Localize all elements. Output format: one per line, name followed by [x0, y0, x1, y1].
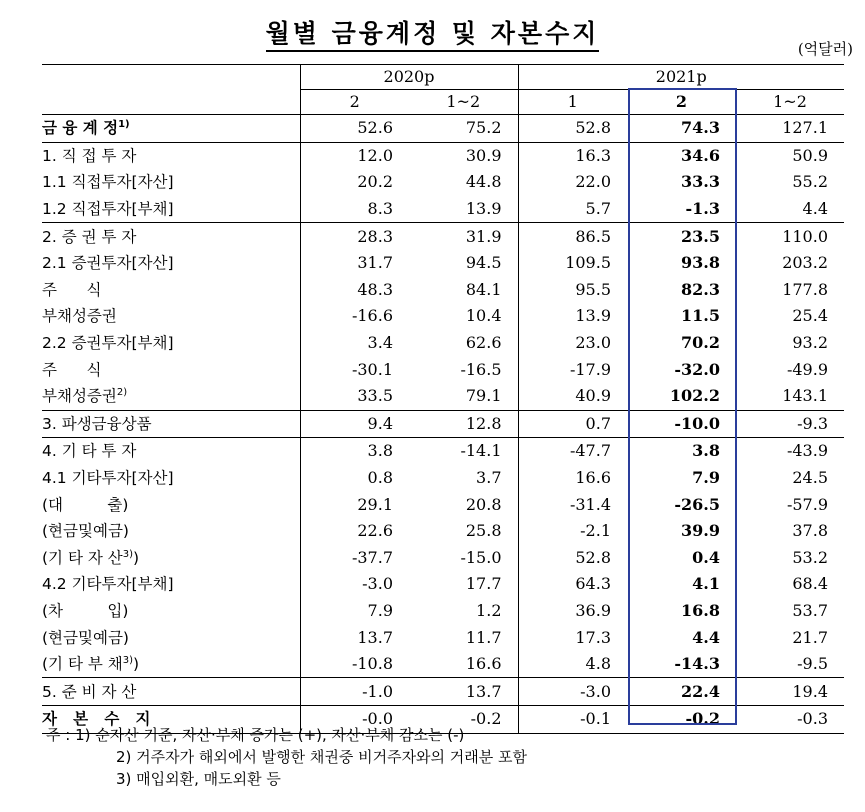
row-label-text: (기 타 부 채 [42, 655, 123, 674]
row-label-text: 4.2 기타투자[부채] [42, 575, 174, 594]
table-cell: 22.6 [357, 521, 393, 541]
table-cell: 4.4 [692, 627, 720, 647]
table-cell: 12.0 [300, 142, 409, 169]
table-row [42, 383, 844, 410]
table-cell: 70.2 [681, 333, 720, 353]
row-label-text: 부채성증권 [42, 307, 117, 326]
table-cell: 13.7 [409, 678, 518, 706]
table-cell: -0.0 [300, 706, 409, 734]
footnote-marker: 2) [116, 387, 128, 399]
table-cell: 3.8 [627, 438, 736, 465]
table-cell: 30.9 [409, 142, 518, 169]
row-label-text: 1.1 직접투자[자산] [42, 173, 174, 192]
table-cell: 21.7 [792, 627, 828, 647]
row-label [42, 598, 300, 625]
table-cell: 16.6 [575, 468, 611, 488]
table-row [42, 142, 844, 169]
table-cell: -10.8 [351, 654, 393, 674]
table-cell: 50.9 [736, 142, 844, 169]
row-label [42, 330, 300, 357]
table-cell: 23.0 [575, 333, 611, 353]
table-cell: 3.7 [409, 465, 518, 492]
table-cell: 8.3 [367, 199, 393, 219]
table-row [42, 196, 844, 223]
row-label-suffix: ) [133, 548, 140, 567]
table-cell: -1.0 [300, 678, 409, 706]
table-cell: -3.0 [362, 574, 393, 594]
page-title [0, 14, 865, 50]
table-cell: 74.3 [681, 118, 720, 138]
table-cell: 84.1 [409, 277, 518, 304]
row-label [42, 250, 300, 277]
table-cell: 203.2 [782, 253, 828, 273]
table-cell: -0.1 [518, 706, 627, 734]
header-month-highlight: 2 [627, 90, 736, 115]
row-label-text: 2.2 증권투자[부채] [42, 334, 174, 353]
table-cell: 109.5 [565, 253, 611, 273]
table-cell: 0.7 [518, 410, 627, 438]
row-label-text: 4.1 기타투자[자산] [42, 469, 174, 488]
table-cell: 22.4 [627, 678, 736, 706]
table-cell: -1.3 [685, 199, 720, 219]
row-label [42, 169, 300, 196]
table-cell: 5.7 [585, 199, 611, 219]
table-row [42, 169, 844, 196]
table-row [42, 651, 844, 678]
table-row [42, 465, 844, 492]
table-row [42, 624, 844, 651]
table-cell: 16.3 [518, 142, 627, 169]
table-cell: 9.4 [300, 410, 409, 438]
header-corner [42, 65, 300, 115]
table-row [42, 571, 844, 598]
table-row [42, 491, 844, 518]
table-cell: 10.4 [409, 303, 518, 330]
table-cell: 7.9 [692, 468, 720, 488]
table-cell: 143.1 [782, 386, 828, 406]
table-row [42, 303, 844, 330]
table-cell: 22.0 [575, 172, 611, 192]
row-label [42, 491, 300, 518]
table-cell: 17.7 [409, 571, 518, 598]
table-cell: 1.2 [409, 598, 518, 625]
header-month: 2 [300, 90, 409, 115]
header-month: 1~2 [409, 90, 518, 115]
table-cell: -0.2 [627, 706, 736, 734]
financial-account-table [42, 64, 844, 734]
table-cell: 25.8 [409, 518, 518, 545]
table-cell: 36.9 [575, 600, 611, 620]
table-row [42, 250, 844, 277]
table-cell: -14.1 [409, 438, 518, 465]
row-label-text: 주 식 [42, 360, 102, 379]
table-cell: 102.2 [669, 386, 720, 406]
table-cell: 4.8 [585, 654, 611, 674]
table-cell: -10.0 [627, 410, 736, 438]
row-label [42, 651, 300, 678]
table-cell: 12.8 [409, 410, 518, 438]
table-cell: -47.7 [518, 438, 627, 465]
table-cell: 110.0 [736, 223, 844, 250]
table-cell: 34.6 [627, 142, 736, 169]
table-cell: 4.4 [802, 199, 828, 219]
row-label-text: (기 타 자 산 [42, 548, 123, 567]
table-cell: 20.2 [357, 172, 393, 192]
table-cell: 93.8 [681, 253, 720, 273]
row-label [42, 678, 300, 706]
row-label [42, 356, 300, 383]
table-cell: -14.3 [674, 654, 720, 674]
row-label [42, 383, 300, 410]
table-cell: 64.3 [575, 574, 611, 594]
row-label-text: 금 융 계 정 [42, 119, 119, 138]
table-cell: -2.1 [580, 521, 611, 541]
header-year-2021: 2021p [518, 65, 844, 90]
table-cell: 127.1 [782, 118, 828, 138]
table-cell: 94.5 [409, 250, 518, 277]
row-label-text: 3. 파생금융상품 [42, 414, 152, 433]
table-cell: 37.8 [792, 521, 828, 541]
table-row [42, 518, 844, 545]
row-label [42, 410, 300, 438]
table-cell: 3.4 [367, 333, 393, 353]
row-label [42, 142, 300, 169]
table-cell: 95.5 [575, 279, 611, 299]
header-month: 1~2 [736, 90, 844, 115]
table-cell: -32.0 [674, 359, 720, 379]
row-label-text: 2.1 증권투자[자산] [42, 254, 174, 273]
table-cell: 68.4 [792, 574, 828, 594]
table-row [42, 115, 844, 143]
table-cell: 23.5 [627, 223, 736, 250]
table-cell: 177.8 [782, 279, 828, 299]
table-cell: 33.3 [681, 172, 720, 192]
table-cell: 0.4 [692, 547, 720, 567]
table-cell: -31.4 [569, 494, 611, 514]
header-month: 1 [518, 90, 627, 115]
table-row [42, 410, 844, 438]
table-cell: 16.6 [409, 651, 518, 678]
table-row [42, 438, 844, 465]
table-cell: -0.2 [409, 706, 518, 734]
table-cell: -30.1 [351, 359, 393, 379]
table-cell: 48.3 [357, 279, 393, 299]
row-label-text: 2. 증 권 투 자 [42, 227, 137, 246]
row-label-text: 5. 준 비 자 산 [42, 682, 137, 701]
table-cell: -3.0 [518, 678, 627, 706]
table-cell: -49.9 [786, 359, 828, 379]
table-cell: -17.9 [569, 359, 611, 379]
table-row [42, 545, 844, 572]
table-cell: 20.8 [409, 491, 518, 518]
table-cell: -15.0 [409, 545, 518, 572]
table-cell: 7.9 [367, 600, 393, 620]
row-label [42, 465, 300, 492]
table-row [42, 356, 844, 383]
table-cell: 13.7 [357, 627, 393, 647]
table-row [42, 598, 844, 625]
header-year-2020: 2020p [300, 65, 518, 90]
table-cell: 52.8 [575, 547, 611, 567]
table-cell: -43.9 [736, 438, 844, 465]
footnote-marker: 3) [122, 548, 133, 560]
table-cell: 25.4 [792, 306, 828, 326]
table-row [42, 277, 844, 304]
header-row-year [42, 65, 844, 90]
table-cell: 52.8 [575, 118, 611, 138]
table-cell: 53.7 [792, 600, 828, 620]
footnote-3: 3) 매입외환, 매도외환 등 [116, 770, 281, 788]
table-cell: 40.9 [575, 386, 611, 406]
footnote-marker: 1) [118, 119, 130, 131]
table-cell: 29.1 [357, 494, 393, 514]
table-cell: 93.2 [792, 333, 828, 353]
table-cell: 0.8 [367, 468, 393, 488]
table-row [42, 678, 844, 706]
table-cell: 55.2 [792, 172, 828, 192]
row-label [42, 196, 300, 223]
footnote-2: 2) 거주자가 해외에서 발행한 채권중 비거주자와의 거래분 포함 [116, 748, 528, 766]
row-label-text: 주 식 [42, 280, 102, 299]
table-cell: -9.3 [736, 410, 844, 438]
table-cell: 62.6 [409, 330, 518, 357]
table-cell: -9.5 [797, 654, 828, 674]
row-label [42, 223, 300, 250]
table-cell: 11.7 [409, 624, 518, 651]
table-cell: 53.2 [792, 547, 828, 567]
table-cell: 52.6 [357, 118, 393, 138]
row-label [42, 303, 300, 330]
row-label-text: 자 본 수 지 [42, 710, 151, 729]
table-row [42, 223, 844, 250]
table-cell: -26.5 [674, 494, 720, 514]
table-row [42, 330, 844, 357]
row-label-text: 4. 기 타 투 자 [42, 442, 137, 461]
table-cell: 24.5 [792, 468, 828, 488]
table-cell: 33.5 [357, 386, 393, 406]
table-cell: 86.5 [518, 223, 627, 250]
row-label [42, 277, 300, 304]
table-cell: 31.7 [357, 253, 393, 273]
footnote-marker: 3) [122, 655, 133, 667]
row-label-text: 부채성증권 [42, 387, 117, 406]
table-cell: 28.3 [300, 223, 409, 250]
row-label-text: 1. 직 접 투 자 [42, 146, 137, 165]
unit-label: (억달러) [797, 40, 853, 58]
table-cell: 11.5 [681, 306, 720, 326]
row-label-suffix: ) [133, 655, 140, 674]
row-label [42, 545, 300, 572]
row-label-text: (현금및예금) [42, 522, 129, 541]
table-cell: -37.7 [351, 547, 393, 567]
row-label-text: (대 출) [42, 495, 129, 514]
table-cell: 19.4 [736, 678, 844, 706]
table-cell: -57.9 [786, 494, 828, 514]
table-cell: 39.9 [681, 521, 720, 541]
table-body [42, 115, 844, 734]
table-cell: 17.3 [575, 627, 611, 647]
row-label [42, 571, 300, 598]
row-label [42, 115, 300, 143]
row-label [42, 438, 300, 465]
table-cell: 44.8 [409, 169, 518, 196]
table-cell: 13.9 [575, 306, 611, 326]
footnotes [46, 724, 527, 790]
row-label [42, 518, 300, 545]
table-cell: 31.9 [409, 223, 518, 250]
row-label-text: 1.2 직접투자[부채] [42, 200, 174, 219]
table-cell: 16.8 [681, 600, 720, 620]
row-label [42, 624, 300, 651]
page-title-text: 월별 금융계정 및 자본수지 [266, 19, 600, 52]
footnote-1: 주 : 1) 순자산 기준, 자산·부채 증가는 (+), 자산·부채 감소는 (-) [46, 726, 465, 744]
table-cell: 82.3 [681, 279, 720, 299]
table-cell: -16.5 [409, 356, 518, 383]
row-label-text: (현금및예금) [42, 628, 129, 647]
row-label-text: (차 입) [42, 601, 129, 620]
table-cell: 79.1 [409, 383, 518, 410]
table-cell: -0.3 [736, 706, 844, 734]
table-cell: 75.2 [409, 115, 518, 143]
table-cell: 13.9 [409, 196, 518, 223]
table-cell: -16.6 [351, 306, 393, 326]
table-cell: 4.1 [692, 574, 720, 594]
table-cell: 3.8 [300, 438, 409, 465]
